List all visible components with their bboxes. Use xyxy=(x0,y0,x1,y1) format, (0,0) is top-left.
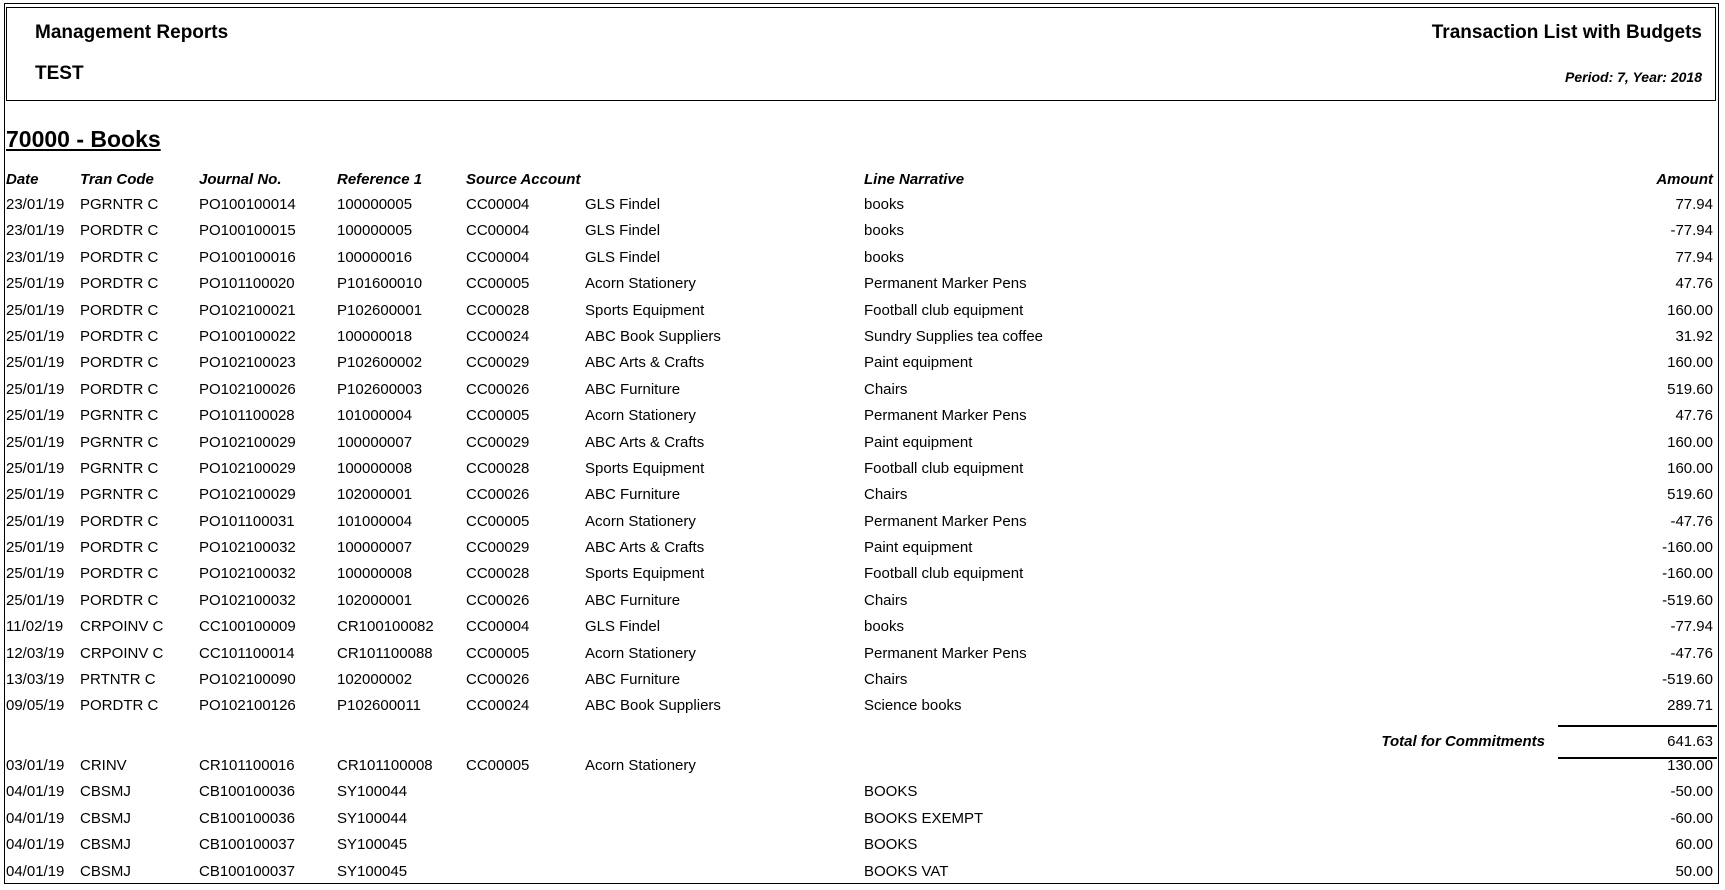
table-row xyxy=(0,863,1725,889)
cell-tran-code: PGRNTR C xyxy=(80,196,159,213)
cell-date: 25/01/19 xyxy=(6,327,65,345)
cell-date: 25/01/19 xyxy=(6,539,65,557)
cell-account-name: ABC Arts & Crafts xyxy=(585,354,705,372)
total-label: Total for Commitments xyxy=(1381,733,1545,750)
cell-tran-code: PGRNTR C xyxy=(80,486,159,504)
cell-account-name: ABC Arts & Crafts xyxy=(585,539,705,557)
table-row xyxy=(0,275,1725,301)
cell-account-name: GLS Findel xyxy=(585,196,661,213)
table-row xyxy=(0,539,1725,565)
cell-tran-code: PORDTR C xyxy=(80,354,159,372)
table-row xyxy=(0,249,1725,275)
cell-journal-no: CB100100037 xyxy=(199,862,295,880)
cell-reference: 100000007 xyxy=(337,433,413,451)
cell-reference: P102600003 xyxy=(337,380,423,398)
cell-account-name: ABC Furniture xyxy=(585,591,681,609)
cell-reference: CR100100082 xyxy=(337,618,434,636)
cell-amount: -519.60 xyxy=(1662,671,1713,689)
col-header-reference: Reference 1 xyxy=(337,171,423,188)
cell-reference: P102600001 xyxy=(337,301,423,319)
cell-tran-code: CBSMJ xyxy=(80,836,131,854)
cell-amount: -77.94 xyxy=(1670,222,1713,240)
cell-source-account: CC00029 xyxy=(466,433,530,451)
cell-amount: 160.00 xyxy=(1667,433,1713,451)
cell-amount: 519.60 xyxy=(1667,380,1713,398)
cell-tran-code: PGRNTR C xyxy=(80,433,159,451)
cell-tran-code: CRPOINV C xyxy=(80,644,164,662)
cell-date: 25/01/19 xyxy=(6,380,65,398)
cell-account-name: Sports Equipment xyxy=(585,565,705,583)
table-row xyxy=(0,592,1725,618)
cell-account-name: ABC Furniture xyxy=(585,486,681,504)
cell-line-narrative: books xyxy=(864,248,905,266)
company-name: TEST xyxy=(35,63,84,84)
cell-line-narrative: Paint equipment xyxy=(864,433,973,451)
cell-source-account: CC00004 xyxy=(466,618,530,636)
cell-journal-no: PO100100015 xyxy=(199,222,296,240)
cell-source-account: CC00005 xyxy=(466,757,530,774)
cell-journal-no: PO102100026 xyxy=(199,380,296,398)
actuals-table xyxy=(0,757,1725,889)
cell-date: 09/05/19 xyxy=(6,697,65,715)
table-row xyxy=(0,565,1725,591)
cell-reference: 100000018 xyxy=(337,327,413,345)
cell-amount: 77.94 xyxy=(1675,196,1713,213)
cell-date: 04/01/19 xyxy=(6,836,65,854)
report-header xyxy=(6,7,1716,101)
cell-source-account: CC00029 xyxy=(466,354,530,372)
table-row xyxy=(0,196,1725,222)
cell-source-account: CC00026 xyxy=(466,671,530,689)
table-row xyxy=(0,783,1725,809)
cell-date: 03/01/19 xyxy=(6,757,65,774)
cell-date: 23/01/19 xyxy=(6,248,65,266)
cell-line-narrative: Paint equipment xyxy=(864,354,973,372)
cell-account-name: GLS Findel xyxy=(585,222,661,240)
cell-tran-code: PORDTR C xyxy=(80,697,159,715)
cell-tran-code: PORDTR C xyxy=(80,222,159,240)
cell-reference: 100000016 xyxy=(337,248,413,266)
cell-tran-code: PRTNTR C xyxy=(80,671,156,689)
cell-amount: 289.71 xyxy=(1667,697,1713,715)
cell-reference: SY100044 xyxy=(337,783,408,801)
cell-amount: 31.92 xyxy=(1675,327,1713,345)
table-row xyxy=(0,434,1725,460)
cell-reference: 102000001 xyxy=(337,486,413,504)
table-row xyxy=(0,381,1725,407)
table-row xyxy=(0,407,1725,433)
cell-date: 25/01/19 xyxy=(6,354,65,372)
cell-journal-no: CB100100036 xyxy=(199,783,295,801)
cell-amount: 77.94 xyxy=(1675,248,1713,266)
cell-source-account: CC00024 xyxy=(466,697,530,715)
cell-line-narrative: Chairs xyxy=(864,380,908,398)
cell-source-account: CC00026 xyxy=(466,486,530,504)
table-row xyxy=(0,697,1725,723)
cell-reference: CR101100088 xyxy=(337,644,433,662)
cell-tran-code: PORDTR C xyxy=(80,591,159,609)
cell-amount: -160.00 xyxy=(1662,565,1713,583)
cell-tran-code: CRPOINV C xyxy=(80,618,164,636)
cell-source-account: CC00004 xyxy=(466,196,530,213)
cell-tran-code: PORDTR C xyxy=(80,275,159,293)
cell-journal-no: PO102100029 xyxy=(199,433,296,451)
cell-reference: SY100044 xyxy=(337,809,408,827)
cell-date: 25/01/19 xyxy=(6,512,65,530)
col-header-tran-code: Tran Code xyxy=(80,171,154,188)
cell-line-narrative: Permanent Marker Pens xyxy=(864,275,1027,293)
cell-date: 25/01/19 xyxy=(6,486,65,504)
cell-reference: 100000008 xyxy=(337,459,413,477)
cell-line-narrative: Football club equipment xyxy=(864,459,1024,477)
cell-account-name: ABC Furniture xyxy=(585,380,681,398)
cell-amount: 130.00 xyxy=(1667,757,1713,774)
cell-tran-code: PORDTR C xyxy=(80,565,159,583)
cell-line-narrative: BOOKS VAT xyxy=(864,862,949,880)
cell-source-account: CC00024 xyxy=(466,327,530,345)
col-header-line-narrative: Line Narrative xyxy=(864,171,965,188)
cell-tran-code: PORDTR C xyxy=(80,539,159,557)
cell-line-narrative: Permanent Marker Pens xyxy=(864,512,1027,530)
cell-date: 25/01/19 xyxy=(6,591,65,609)
cell-date: 12/03/19 xyxy=(6,644,65,662)
cell-amount: -50.00 xyxy=(1670,783,1713,801)
cell-date: 04/01/19 xyxy=(6,809,65,827)
section-title: 70000 - Books xyxy=(6,126,161,152)
cell-date: 04/01/19 xyxy=(6,783,65,801)
cell-line-narrative: books xyxy=(864,222,905,240)
cell-tran-code: PORDTR C xyxy=(80,248,159,266)
cell-reference: 102000002 xyxy=(337,671,413,689)
commitments-table xyxy=(0,196,1725,724)
table-row xyxy=(0,810,1725,836)
cell-journal-no: CC100100009 xyxy=(199,618,296,636)
cell-source-account: CC00004 xyxy=(466,248,530,266)
cell-amount: -519.60 xyxy=(1662,591,1713,609)
cell-journal-no: PO102100029 xyxy=(199,459,296,477)
table-row xyxy=(0,836,1725,862)
cell-reference: P101600010 xyxy=(337,275,423,293)
cell-reference: 100000007 xyxy=(337,539,413,557)
cell-tran-code: CBSMJ xyxy=(80,783,131,801)
cell-journal-no: PO102100029 xyxy=(199,486,296,504)
cell-tran-code: CRINV xyxy=(80,757,127,774)
cell-account-name: Sports Equipment xyxy=(585,301,705,319)
col-header-date: Date xyxy=(6,171,39,188)
cell-tran-code: PORDTR C xyxy=(80,512,159,530)
cell-amount: 160.00 xyxy=(1667,354,1713,372)
cell-reference: SY100045 xyxy=(337,862,408,880)
table-row xyxy=(0,757,1725,783)
column-headers xyxy=(0,171,1725,191)
report-period: Period: 7, Year: 2018 xyxy=(1565,69,1702,85)
cell-source-account: CC00028 xyxy=(466,301,530,319)
cell-journal-no: CR101100016 xyxy=(199,757,295,774)
cell-account-name: ABC Book Suppliers xyxy=(585,697,721,715)
cell-date: 25/01/19 xyxy=(6,301,65,319)
cell-tran-code: PORDTR C xyxy=(80,301,159,319)
cell-tran-code: CBSMJ xyxy=(80,862,131,880)
cell-line-narrative: books xyxy=(864,196,905,213)
table-row xyxy=(0,354,1725,380)
table-row xyxy=(0,460,1725,486)
cell-amount: -77.94 xyxy=(1670,618,1713,636)
cell-line-narrative: BOOKS xyxy=(864,836,918,854)
cell-source-account: CC00005 xyxy=(466,275,530,293)
cell-amount: 60.00 xyxy=(1675,836,1713,854)
table-row xyxy=(0,618,1725,644)
cell-reference: 100000008 xyxy=(337,565,413,583)
commitments-total xyxy=(0,723,1725,759)
cell-account-name: Acorn Stationery xyxy=(585,407,696,425)
cell-reference: 101000004 xyxy=(337,407,413,425)
cell-source-account: CC00026 xyxy=(466,380,530,398)
cell-amount: 47.76 xyxy=(1675,407,1713,425)
cell-journal-no: PO101100028 xyxy=(199,407,295,425)
cell-account-name: GLS Findel xyxy=(585,248,661,266)
cell-line-narrative: Paint equipment xyxy=(864,539,973,557)
total-rule-top xyxy=(1558,725,1717,727)
cell-journal-no: PO100100014 xyxy=(199,196,296,213)
cell-date: 25/01/19 xyxy=(6,565,65,583)
cell-line-narrative: Sundry Supplies tea coffee xyxy=(864,327,1044,345)
report-category-title: Management Reports xyxy=(35,22,229,43)
cell-source-account: CC00005 xyxy=(466,512,530,530)
cell-line-narrative: Permanent Marker Pens xyxy=(864,644,1027,662)
cell-date: 25/01/19 xyxy=(6,459,65,477)
cell-journal-no: PO102100090 xyxy=(199,671,296,689)
cell-account-name: Acorn Stationery xyxy=(585,512,696,530)
cell-reference: 102000001 xyxy=(337,591,413,609)
cell-source-account: CC00005 xyxy=(466,407,530,425)
cell-date: 11/02/19 xyxy=(6,618,64,636)
report-title: Transaction List with Budgets xyxy=(1431,22,1702,43)
cell-account-name: Acorn Stationery xyxy=(585,644,696,662)
col-header-source-account: Source Account xyxy=(466,171,581,188)
cell-date: 25/01/19 xyxy=(6,407,65,425)
cell-date: 25/01/19 xyxy=(6,275,65,293)
cell-date: 13/03/19 xyxy=(6,671,65,689)
cell-journal-no: PO102100021 xyxy=(199,301,296,319)
cell-journal-no: CB100100036 xyxy=(199,809,295,827)
table-row xyxy=(0,486,1725,512)
cell-date: 23/01/19 xyxy=(6,196,65,213)
cell-amount: 47.76 xyxy=(1675,275,1713,293)
table-row xyxy=(0,671,1725,697)
table-row xyxy=(0,302,1725,328)
cell-source-account: CC00029 xyxy=(466,539,530,557)
cell-journal-no: PO102100032 xyxy=(199,565,296,583)
cell-line-narrative: books xyxy=(864,618,905,636)
cell-reference: P102600011 xyxy=(337,697,421,715)
cell-journal-no: PO102100032 xyxy=(199,539,296,557)
cell-journal-no: PO102100032 xyxy=(199,591,296,609)
cell-journal-no: PO101100020 xyxy=(199,275,295,293)
cell-tran-code: PORDTR C xyxy=(80,380,159,398)
cell-line-narrative: Chairs xyxy=(864,486,908,504)
cell-source-account: CC00004 xyxy=(466,222,530,240)
cell-tran-code: PORDTR C xyxy=(80,327,159,345)
cell-journal-no: PO101100031 xyxy=(199,512,295,530)
cell-tran-code: CBSMJ xyxy=(80,809,131,827)
cell-line-narrative: Chairs xyxy=(864,591,908,609)
cell-line-narrative: Football club equipment xyxy=(864,565,1024,583)
cell-amount: -47.76 xyxy=(1670,512,1713,530)
cell-line-narrative: Football club equipment xyxy=(864,301,1024,319)
cell-account-name: ABC Arts & Crafts xyxy=(585,433,705,451)
cell-tran-code: PGRNTR C xyxy=(80,407,159,425)
cell-tran-code: PGRNTR C xyxy=(80,459,159,477)
cell-reference: 101000004 xyxy=(337,512,413,530)
cell-line-narrative: Permanent Marker Pens xyxy=(864,407,1027,425)
cell-line-narrative: Science books xyxy=(864,697,962,715)
cell-account-name: ABC Furniture xyxy=(585,671,681,689)
cell-source-account: CC00026 xyxy=(466,591,530,609)
cell-line-narrative: BOOKS xyxy=(864,783,918,801)
col-header-journal-no: Journal No. xyxy=(199,171,282,188)
cell-date: 25/01/19 xyxy=(6,433,65,451)
cell-journal-no: CB100100037 xyxy=(199,836,295,854)
cell-amount: -47.76 xyxy=(1670,644,1713,662)
total-value: 641.63 xyxy=(1667,733,1713,750)
cell-reference: CR101100008 xyxy=(337,757,433,774)
cell-source-account: CC00028 xyxy=(466,565,530,583)
cell-journal-no: PO102100023 xyxy=(199,354,296,372)
cell-account-name: ABC Book Suppliers xyxy=(585,327,721,345)
cell-account-name: GLS Findel xyxy=(585,618,661,636)
cell-amount: 519.60 xyxy=(1667,486,1713,504)
cell-journal-no: CC101100014 xyxy=(199,644,295,662)
cell-source-account: CC00005 xyxy=(466,644,530,662)
col-header-amount: Amount xyxy=(1656,171,1713,188)
cell-account-name: Sports Equipment xyxy=(585,459,705,477)
cell-reference: SY100045 xyxy=(337,836,408,854)
cell-source-account: CC00028 xyxy=(466,459,530,477)
cell-amount: 160.00 xyxy=(1667,301,1713,319)
cell-reference: 100000005 xyxy=(337,196,413,213)
table-row xyxy=(0,645,1725,671)
cell-amount: -60.00 xyxy=(1670,809,1713,827)
cell-date: 23/01/19 xyxy=(6,222,65,240)
cell-amount: 50.00 xyxy=(1675,862,1713,880)
table-row xyxy=(0,328,1725,354)
cell-account-name: Acorn Stationery xyxy=(585,275,696,293)
cell-journal-no: PO100100016 xyxy=(199,248,296,266)
cell-journal-no: PO100100022 xyxy=(199,327,296,345)
cell-amount: 160.00 xyxy=(1667,459,1713,477)
cell-reference: P102600002 xyxy=(337,354,423,372)
cell-reference: 100000005 xyxy=(337,222,413,240)
cell-journal-no: PO102100126 xyxy=(199,697,296,715)
table-row xyxy=(0,222,1725,248)
table-row xyxy=(0,513,1725,539)
cell-line-narrative: Chairs xyxy=(864,671,908,689)
cell-account-name: Acorn Stationery xyxy=(585,757,696,774)
cell-amount: -160.00 xyxy=(1662,539,1713,557)
cell-line-narrative: BOOKS EXEMPT xyxy=(864,809,984,827)
cell-date: 04/01/19 xyxy=(6,862,65,880)
